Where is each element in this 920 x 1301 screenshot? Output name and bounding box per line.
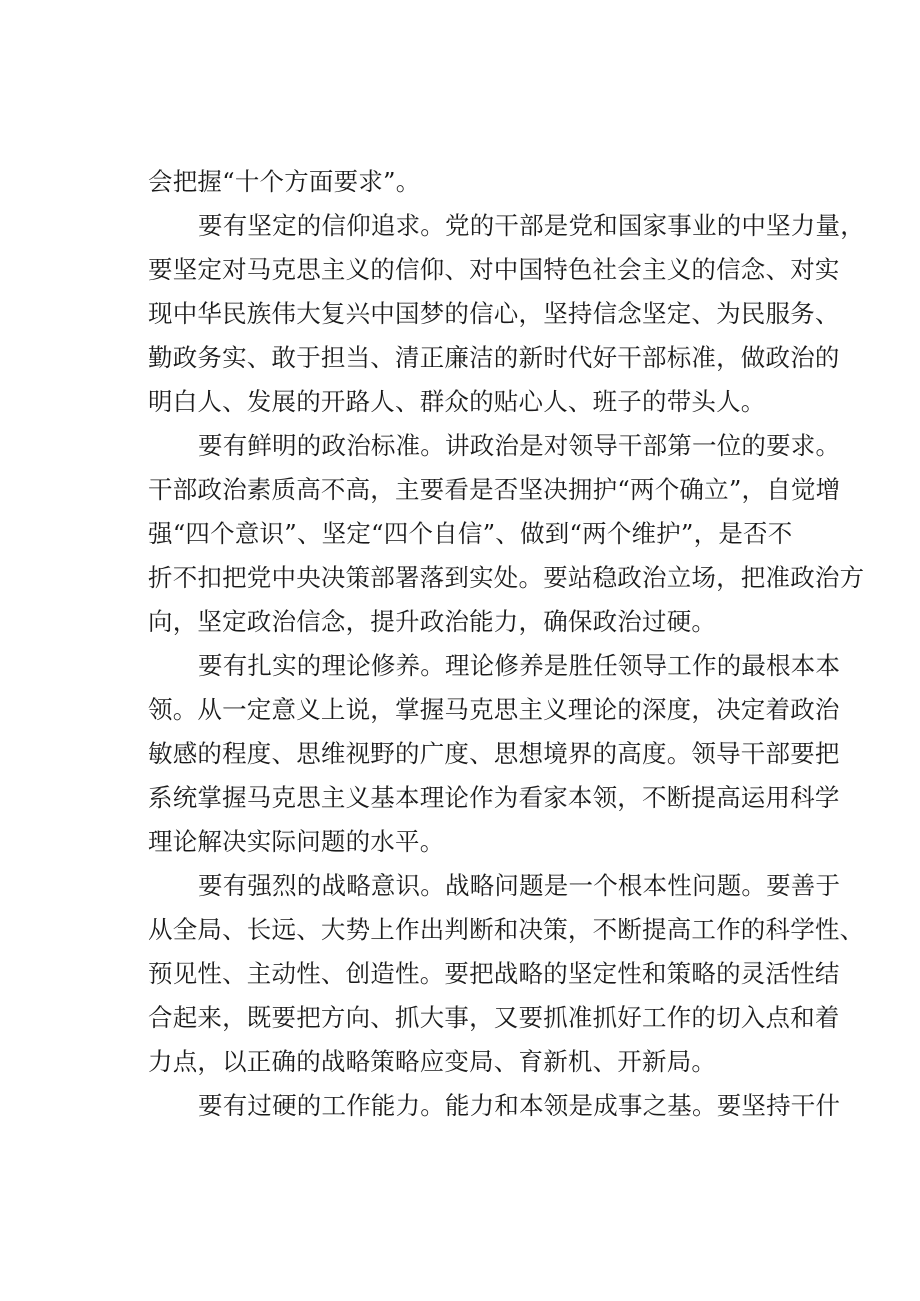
text-line: 向，坚定政治信念，提升政治能力，确保政治过硬。 xyxy=(148,607,717,636)
text-line: 领。从一定意义上说，掌握马克思主义理论的深度，决定着政治 xyxy=(148,695,840,724)
text-line: 明白人、发展的开路人、群众的贴心人、班子的带头人。 xyxy=(148,387,766,416)
paragraph-start: 要有扎实的理论修养。理论修养是胜任领导工作的最根本本 xyxy=(198,651,841,680)
text-line: 预见性、主动性、创造性。要把战略的坚定性和策略的灵活性结 xyxy=(148,959,840,988)
paragraph-start: 要有过硬的工作能力。能力和本领是成事之基。要坚持干什 xyxy=(198,1091,841,1120)
text-line: 从全局、长远、大势上作出判断和决策，不断提高工作的科学性、 xyxy=(148,915,865,944)
text-line: 理论解决实际问题的水平。 xyxy=(148,827,445,856)
text-line: 敏感的程度、思维视野的广度、思想境界的高度。领导干部要把 xyxy=(148,739,840,768)
text-line: 干部政治素质高不高，主要看是否坚决拥护“两个确立”，自觉增 xyxy=(148,475,841,504)
text-line: 勤政务实、敢于担当、清正廉洁的新时代好干部标准，做政治的 xyxy=(148,343,840,372)
paragraph-start: 要有鲜明的政治标准。讲政治是对领导干部第一位的要求。 xyxy=(198,431,841,460)
paragraph-start: 要有坚定的信仰追求。党的干部是党和国家事业的中坚力量， xyxy=(198,211,865,240)
text-line: 系统掌握马克思主义基本理论作为看家本领，不断提高运用科学 xyxy=(148,783,840,812)
text-line: 会把握“十个方面要求”。 xyxy=(148,167,421,196)
paragraph-start: 要有强烈的战略意识。战略问题是一个根本性问题。要善于 xyxy=(198,871,841,900)
text-line: 力点，以正确的战略策略应变局、育新机、开新局。 xyxy=(148,1047,717,1076)
text-line: 折不扣把党中央决策部署落到实处。要站稳政治立场，把准政治方 xyxy=(148,563,865,592)
text-line: 合起来，既要把方向、抓大事，又要抓准抓好工作的切入点和着 xyxy=(148,1003,840,1032)
text-line: 强“四个意识”、坚定“四个自信”、做到“两个维护”，是否不 xyxy=(148,519,793,548)
text-line: 现中华民族伟大复兴中国梦的信心，坚持信念坚定、为民服务、 xyxy=(148,299,840,328)
text-line: 要坚定对马克思主义的信仰、对中国特色社会主义的信念、对实 xyxy=(148,255,840,284)
